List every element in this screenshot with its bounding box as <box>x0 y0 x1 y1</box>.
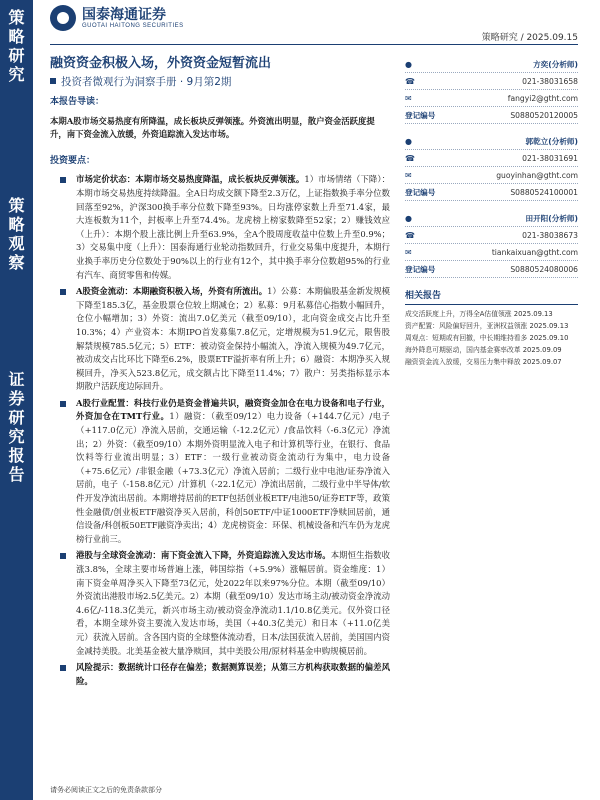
related-report-item[interactable] <box>405 333 578 343</box>
risk-warning-text: 风险提示：数据统计口径存在偏差；数据测算误差；从第三方机构获取数据的偏差风险。 <box>76 662 390 686</box>
sidebar-char: 略 <box>8 27 25 46</box>
guide-heading: 本报告导读： <box>50 97 105 107</box>
summary-item <box>50 549 390 658</box>
related-report-date: 2025.09.07 <box>522 358 562 366</box>
summary-item-text: 1）融资：（截至09/12）电力设备（+144.7亿元）/电子（+117.0亿元）净流入居前，交通运输（-12.2亿元）/食品饮料（-6.3亿元）净流出；2）外资：（截至09/10）本期外资明显流入电子和计算机等行业，在银行、食品饮料等行业流出明显；3）ETF：一级行业被动资金流动行为集中，电力设备（+75.6亿元）/非银金融（+73.3亿元）净流入居前；二级行业中电池/证券净流入居前，电子（-158.8亿元）/计算机（-22.1亿元）净流出居前，二级行业中半导体/软件开发净流出居前。本期增持居前的ETF包括创业板ETF/电池50/证券ETF等，政策性金融债/创业板ETF融资净买入居前，科创50ETF/中证1000ETF净赎回居前，通信设备/科创板50ETF融资净卖出；4）龙虎榜资金：环保、机械设备和汽车仍为龙虎榜行业前三。 <box>76 411 391 544</box>
risk-warning-item <box>50 661 390 688</box>
summary-item-bold: A股行业配置：科技行业仍是资金普遍共识，融资资金加仓在电力设备和电子行业，外资加仓在TMT行业。 <box>76 397 390 422</box>
left-sidebar <box>0 0 33 800</box>
person-icon: ● <box>405 213 412 223</box>
sidebar-group-3 <box>0 370 33 484</box>
related-report-title: 融资资金流入放缓，交易压力集中释放 <box>405 358 521 366</box>
report-category-date: 策略研究 / 2025.09.15 <box>481 33 578 43</box>
logo-name-cn: 国泰海通证券 <box>82 7 166 23</box>
registration-label: 登记编号 <box>405 264 436 274</box>
disclaimer-footer: 请务必阅读正文之后的免责条款部分 <box>50 786 162 794</box>
header-divider <box>50 44 578 45</box>
summary-item-bold: A股资金流动：本期融资积极入场，外资有所流出。 <box>76 286 268 297</box>
sidebar-char: 究 <box>8 65 25 84</box>
registration-number: S0880524100001 <box>510 187 578 197</box>
related-report-date: 2025.09.10 <box>529 334 569 342</box>
registration-number: S0880524080006 <box>510 264 578 274</box>
sidebar-char: 券 <box>8 389 25 408</box>
registration-number: S0880520120005 <box>510 110 578 120</box>
related-report-title: 周观点：短期或有回撤，中长期维持看多 <box>405 334 528 342</box>
person-icon: ● <box>405 59 412 69</box>
sidebar-char: 察 <box>8 253 25 272</box>
right-column <box>405 56 578 369</box>
summary-list <box>50 173 390 688</box>
sidebar-char: 究 <box>8 427 25 446</box>
analyst-block <box>405 133 578 201</box>
related-report-date: 2025.09.13 <box>513 310 553 318</box>
phone-icon: ☎ <box>405 230 415 240</box>
report-subtitle: 投资者微观行为洞察手册 · 9月第2期 <box>50 74 231 89</box>
summary-item <box>50 173 390 282</box>
sidebar-char: 告 <box>8 465 25 484</box>
email-icon: ✉ <box>405 247 412 257</box>
phone-icon: ☎ <box>405 153 415 163</box>
sidebar-char: 报 <box>8 446 25 465</box>
registration-label: 登记编号 <box>405 110 436 120</box>
logo-name-en: GUOTAI HAITONG SECURITIES <box>82 23 184 29</box>
sidebar-char: 证 <box>8 370 25 389</box>
related-report-date: 2025.09.09 <box>522 346 562 354</box>
guide-lead: 本期A股市场交易热度有所降温，成长板块反弹领涨。外资流出明显，散户资金活跃度提升，南下资金流入放缓，外资追踪流入发达市场。 <box>50 115 375 140</box>
related-report-item[interactable] <box>405 357 578 367</box>
related-report-title: 成交活跃度上升，万得全A估值领涨 <box>405 310 512 318</box>
summary-item <box>50 285 390 394</box>
summary-item-bold: 市场定价状态：本期市场交易热度降温，成长板块反弹领涨。 <box>76 174 305 185</box>
sidebar-char: 略 <box>8 215 25 234</box>
summary-item-text: 1）市场情绪（下降）：本期市场交易热度持续降温。全A日均成交额下降至2.3万亿，上证指数换手率分位数回落至92%，沪深300换手率分位数下降至93%。日均涨停家数上升至71.4家，最大连板数为11个，封板率上升至74.4%。龙虎榜上榜家数降至52家；2）赚钱效应（上升）：本期个股上涨比例上升至63.9%，全A个股周度收益中位数上升至0.9%；3）交易集中度（上升）：国泰海通行业轮动指数回升，行业交易集中度提升，本期行业换手率历史分位数处于90%以上的行业有12个，其中换手率分位数超95%的行业有汽车、商贸零售和传媒。 <box>76 174 391 280</box>
analyst-phone: 021-38031658 <box>522 76 578 86</box>
analyst-phone: 021-38031691 <box>522 153 578 163</box>
phone-icon: ☎ <box>405 76 415 86</box>
analyst-email[interactable]: guoyinhan@gtht.com <box>496 170 578 180</box>
related-report-title: 海外降息可期驱动，国内基金赛率改革 <box>405 346 521 354</box>
main-content <box>50 96 390 691</box>
summary-heading: 投资要点： <box>50 155 96 166</box>
email-icon: ✉ <box>405 93 412 103</box>
related-reports-list <box>405 309 578 367</box>
summary-item-text: 本期恒生指数收涨3.8%，全球主要市场普遍上涨，韩国综指（+5.9%）涨幅居前。资金维度：1）南下资金单周净买入下降至73亿元，处2022年以来97%分位。本期（截至09/10）外资流出港股市场2.5亿美元。2）本期（截至09/10）发达市场主动/被动资金净流动4.6亿/-118.3亿美元，新兴市场主动/被动资金净流动1.1/10.8亿美元。仅外资口径看，本期全球外资主要流入发达市场，美国（+40.3亿美元）和日本（+11.0亿美元）获流入居前。含各国内资的全球整体流动看，日本/法国获流入居前，美国国内资金减持美股。北美基金被大量净赎回，其中美股公用/原材料基金申购规模居前。 <box>76 550 390 656</box>
sidebar-char: 研 <box>8 46 25 65</box>
analyst-phone: 021-38038673 <box>522 230 578 240</box>
person-icon: ● <box>405 136 412 146</box>
summary-item <box>50 397 390 547</box>
related-reports-heading: 相关报告 <box>405 288 578 305</box>
company-logo <box>50 5 184 31</box>
sidebar-group-2 <box>0 196 33 272</box>
related-report-date: 2025.09.13 <box>529 322 569 330</box>
summary-item-text: 1）公募：本期偏股基金新发规模下降至185.3亿，基金股票仓位较上期减仓；2）私募：9月私募信心指数小幅回升，仓位小幅增加；3）外资：流出7.0亿美元（截至09/10），北向资金成交占比升至10.3%；4）产业资本：本期IPO首发募集7.8亿元，定增规模为51.9亿元，限售股解禁规模785.5亿元；5）ETF：被动资金保持小幅流入，净流入规模为49.7亿元，被动成交占比环比下降至6.2%，股票ETF溢折率有所上升；6）融资：本期净买入规模回升，净买入523.8亿元，成交额占比下降至11.4%；7）散户：另类指标显示本期散户活跃度边际回升。 <box>76 286 391 392</box>
analyst-name: 方奕(分析师) <box>533 59 578 69</box>
email-icon: ✉ <box>405 170 412 180</box>
analyst-email[interactable]: fangyi2@gtht.com <box>507 93 578 103</box>
registration-label: 登记编号 <box>405 187 436 197</box>
related-report-item[interactable] <box>405 345 578 355</box>
sidebar-char: 策 <box>8 8 25 27</box>
logo-icon <box>50 5 76 31</box>
analyst-email[interactable]: tiankaixuan@gtht.com <box>491 247 578 257</box>
sidebar-char: 研 <box>8 408 25 427</box>
analyst-name: 田开阳(分析师) <box>525 213 578 223</box>
related-report-item[interactable] <box>405 321 578 331</box>
summary-item-bold: 港股与全球资金流动：南下资金流入下降，外资追踪流入发达市场。 <box>76 550 331 561</box>
analyst-block <box>405 210 578 278</box>
report-title: 融资资金积极入场，外资资金短暂流出 <box>50 56 272 71</box>
related-report-item[interactable] <box>405 309 578 319</box>
sidebar-char: 观 <box>8 234 25 253</box>
analyst-block <box>405 56 578 124</box>
sidebar-char: 策 <box>8 196 25 215</box>
analyst-name: 郭乾立(分析师) <box>525 136 578 146</box>
related-report-title: 资产配置：风险偏好回升，亚洲权益领涨 <box>405 322 528 330</box>
sidebar-group-1 <box>0 8 33 84</box>
